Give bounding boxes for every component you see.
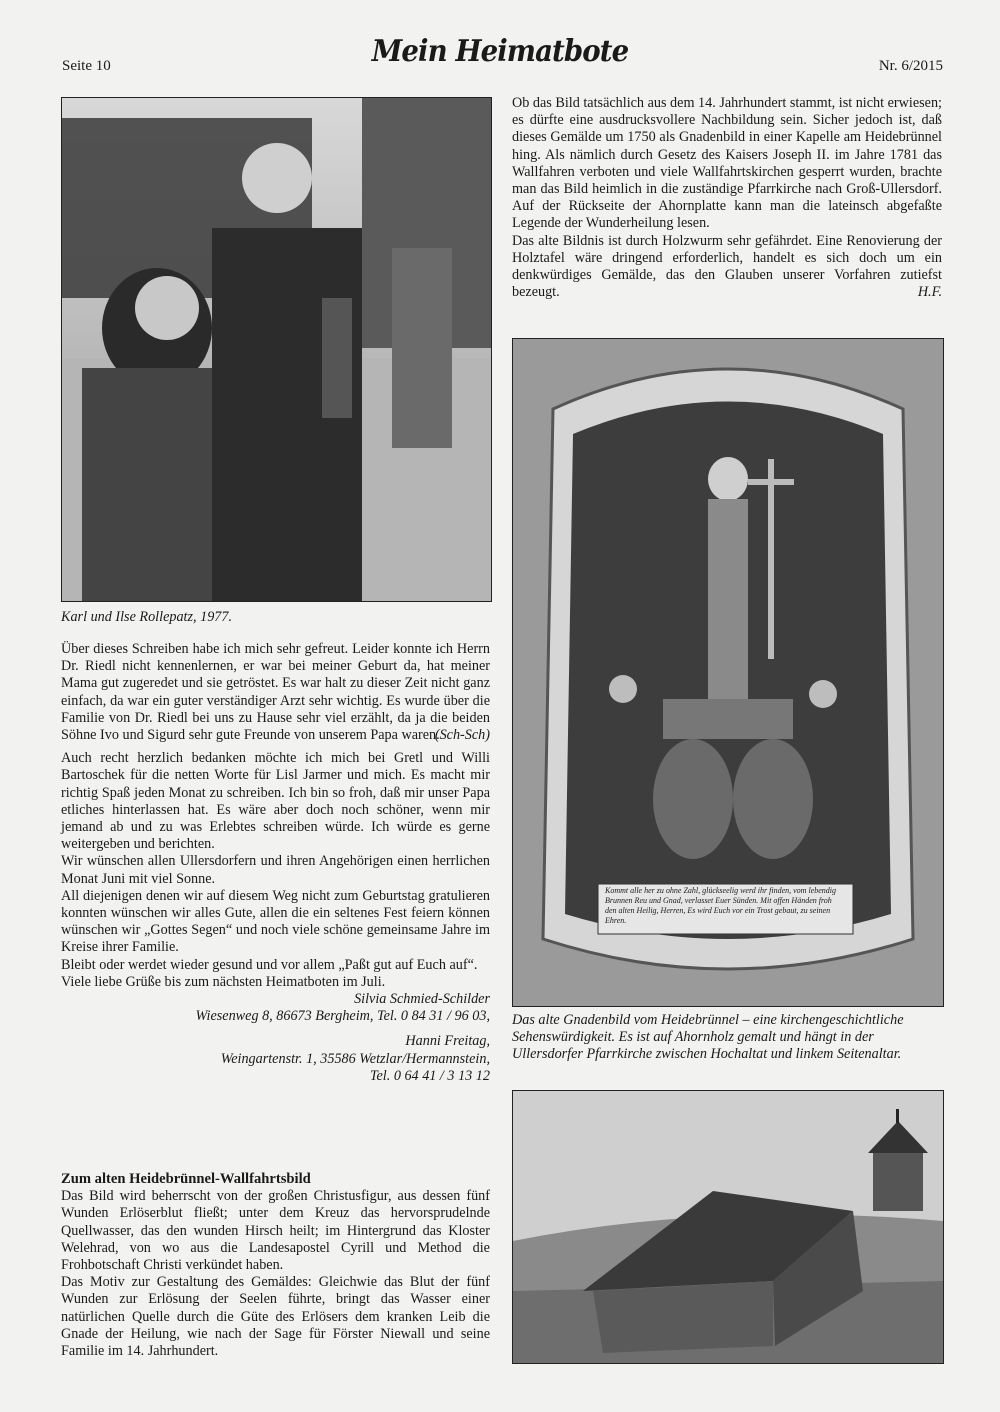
article-paragraph-3: Ob das Bild tatsächlich aus dem 14. Jahrhundert stammt, ist nicht erwiesen; es dürfte eine ausdrucksvollere Nachbildung sein. Sicher jedoch ist, daß dieses Gemälde um 1750 als Gnadenbild in einer Kapelle am Heidebrünnel hing. Als nämlich durch Gesetz des Kaisers Joseph II. im Jahre 1781 das Wallfahren verboten und viele Wallfahrtskirchen gesperrt wurden, brachte man das Bild heimlich in die zuständige Pfarrkirche nach Groß-Ullersdorf. Auf der Rückseite der Ahornplatte kann man die lateinsch abgefaßte Legende der Wunderheilung lesen. [512,95,942,232]
article-paragraph-1: Das Bild wird beherrscht von der großen Christusfigur, aus dessen fünf Wunden Erlöserblut fließt; unter dem Kreuz das hervorsprudelnde Quellwasser, das den wunden Hirsch heilt; im Hintergrund das Kloster Welehrad, von wo aus die Landesapostel Cyrill und Method die Frohbotschaft Christi verkündet haben. [61,1188,490,1274]
letter-paragraph-3: Wir wünschen allen Ullersdorfern und ihren Angehörigen einen herrlichen Monat Juni mit viel Sonne. [61,853,490,887]
issue-number: Nr. 6/2015 [878,58,943,74]
article-paragraph-2: Das Motiv zur Gestaltung des Gemäldes: Gleichwie das Blut der fünf Wunden zur Erlösung der Seelen führte, bringt das Wasser einer natürlichen Quelle durch die Güte des Erlösers dem kranken Leib die Gnade der Heilung, wie nach der Sage für Förster Niewall und seine Familie im 14. Jahrhundert. [61,1274,490,1360]
painting-inscription: Kommt alle her zu ohne Zahl, glückseelig werd ihr finden, vom lebendig Brunnen Reu und Gnad, verlasset Euer Sünden. Mit offen Händen froh den alten Heilig, Herren, Es wird Euch vor ein Trost gebaut, zu seinen Ehren. [605,886,837,925]
photo-house [512,1090,944,1364]
photo-couple-caption: Karl und Ilse Rollepatz, 1977. [61,609,233,625]
letter-paragraph-5: Bleibt oder werdet wieder gesund und vor allem „Paßt gut auf Euch auf“. [61,956,478,973]
letter-signature: (Sch-Sch) [434,727,490,744]
article-heading: Zum alten Heidebrünnel-Wallfahrtsbild [61,1171,311,1187]
letter-paragraph-1: Über dieses Schreiben habe ich mich sehr gefreut. Leider konnte ich Herrn Dr. Riedl nicht kennenlernen, er war bei meiner Geburt da, hat meiner Mama gut zugeredet und sie getröstet. Es war halt zu dieser Zeit nicht ganz einfach, da war ein guter verständiger Arzt sehr wichtig. Es wurde über die Familie von Dr. Riedl bei uns zu Hause sehr viel erzählt, da ja die beiden Söhne Ivo und Sigurd sehr gute Freunde von unserem Papa waren. [61,641,490,744]
article-author: H.F. [917,284,942,301]
article-right [512,95,942,301]
photo-couple-image [62,98,491,601]
letter-text [61,641,490,1085]
photo-painting [512,338,944,1007]
photo-house-image [513,1091,943,1363]
photo-couple [61,97,492,602]
address-2-line: Weingartenstr. 1, 35586 Wetzlar/Hermannstein, [220,1050,490,1067]
article-left [61,1171,490,1360]
newspaper-title: Mein Heimatbote [371,34,629,69]
letter-paragraph-6: Viele liebe Grüße bis zum nächsten Heimatboten im Juli. [61,973,386,990]
page-number: Seite 10 [62,58,111,74]
letter-paragraph-2: Auch recht herzlich bedanken möchte ich mich bei Gretl und Willi Bartoschek für die netten Worte für Lisl Jarmer und mich. Es macht mir richtig Spaß jeden Monat zu schreiben. Ich bin so froh, daß mir unser Papa etliches hinterlassen hat. Es wäre aber doch noch schöner, wenn mir jemand ab und zu was Erlebtes schreiben würde. Ich würde es gerne weitergeben und berichten. [61,750,490,853]
painting-caption: Das alte Gnadenbild vom Heidebrünnel – eine kirchengeschichtliche Sehenswürdigkeit. Es ist auf Ahornholz gemalt und hängt in der Ullersdorfer Pfarrkirche zwischen Hochaltat und linkem Seitenaltar. [512,1012,904,1063]
article-paragraph-4: Das alte Bildnis ist durch Holzwurm sehr gefährdet. Eine Renovierung der Holztafel wäre dringend erforderlich, handelt es sich doch um ein denkwürdiges Gemälde, das den Glauben unserer Vorfahren zutiefst bezeugt. [512,232,942,301]
address-1-name: Silvia Schmied-Schilder [354,991,490,1008]
address-2-tel: Tel. 0 64 41 / 3 13 12 [369,1067,490,1084]
letter-paragraph-4: All diejenigen denen wir auf diesem Weg nicht zum Geburtstag gratulieren konnten wünschen wir alles Gute, allen die ein seltenes Fest feiern können wünschen wir „Gottes Segen“ und noch viele schöne gemeinsame Jahre im Kreise ihrer Familie. [61,887,490,956]
address-2-name: Hanni Freitag, [405,1033,490,1050]
address-1-line: Wiesenweg 8, 86673 Bergheim, Tel. 0 84 31 / 96 03, [195,1008,490,1025]
